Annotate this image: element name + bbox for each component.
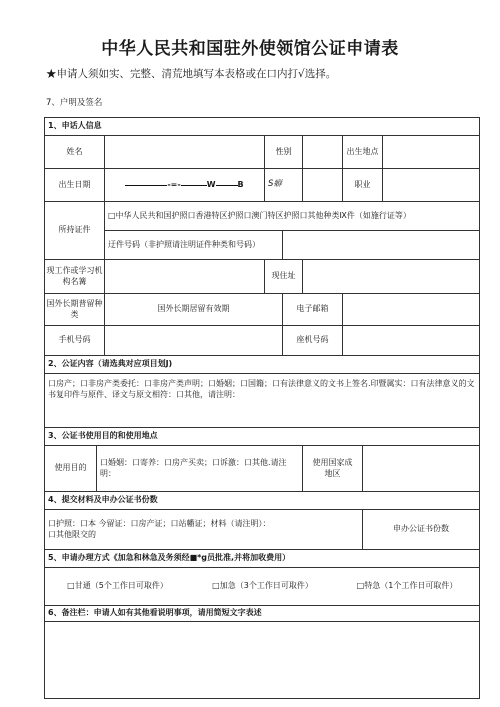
workplace-field[interactable] [105, 260, 265, 294]
residence-validity-label: 国外长期居留有效期 [105, 294, 283, 326]
cert-number-field[interactable] [283, 231, 479, 260]
section-1-header: 1、申话人信息 [45, 118, 479, 136]
landline-label: 座机号码 [283, 326, 343, 356]
section-3-header: 3、公证书使用目的和使用地点 [45, 428, 479, 446]
section-2-header: 2、公证内容（请选典对应项目划J) [45, 356, 479, 374]
name-field[interactable] [105, 136, 265, 169]
country-field[interactable] [363, 446, 479, 492]
birthdate-day-mark: B [237, 179, 244, 189]
birthdate-field[interactable] [105, 169, 265, 202]
occupation-field[interactable] [383, 169, 479, 202]
birthdate-label: 出生日期 [45, 169, 105, 202]
residence-type-label: 国外长期普留种类 [45, 294, 105, 326]
country-label: 使用国家成地区 [303, 446, 363, 492]
cert-number-label: 迂件号码（非护照请注明证件种类和号码） [105, 231, 283, 260]
gender-field[interactable] [303, 136, 343, 169]
address-field[interactable] [303, 260, 479, 294]
mobile-label: 手机号码 [45, 326, 105, 356]
birthdate-month-blank [181, 185, 207, 186]
cert-types-options[interactable]: □中华人民共和国护照口香港特区护照口澳门特区护照口其他种类Ⅸ件（如施行证等） [105, 202, 479, 231]
purpose-options[interactable]: 口婚姻：口寄养：口房产买卖；口诉激：口其他.请注明： [97, 446, 303, 492]
form-title: 中华人民共和国驻外使领馆公证申请表 [101, 39, 399, 59]
normal-option[interactable]: □甘通（5个工作日可取件） [45, 568, 190, 606]
birthplace-label: 出生地点 [343, 136, 383, 169]
sx-label: S癖 [265, 169, 303, 202]
urgent-option[interactable]: □加急（3个工作日可取件） [190, 568, 335, 606]
name-label: 姓名 [45, 136, 105, 169]
birthdate-separator: -=- [167, 179, 181, 189]
email-label: 电子邮箱 [283, 294, 343, 326]
workplace-label: 现工作或学习机构名篝 [45, 260, 105, 294]
copies-label: 申办公证书份数 [363, 510, 479, 550]
cert-held-label: 所持证件 [45, 202, 105, 260]
email-field[interactable] [343, 294, 479, 326]
birthdate-year-blank [125, 185, 167, 186]
birthdate-month-mark: W [206, 179, 216, 189]
sx-field[interactable] [303, 169, 343, 202]
instruction-notice: ★申请人须如实、完整、清荒地填写本表格或在口内打√选择。 [46, 68, 337, 80]
purpose-label: 使用目的 [45, 446, 97, 492]
section-6-header: 6、备注栏：申请人如有其他看说明事项，请用简短文字表述 [45, 606, 479, 622]
mobile-field[interactable] [105, 326, 283, 356]
notary-content-options[interactable]: 口房产；口非房产类委托：口非房产类声明；口婚姻；口国籍；口有法律意义的文书上签名.印暨属实：口有法律意义的文书复印件与原件、译文与原文相符：口其他，请注明： [45, 374, 479, 428]
gender-label: 性别 [265, 136, 303, 169]
occupation-label: 职业 [343, 169, 383, 202]
address-label: 现住址 [265, 260, 303, 294]
materials-options[interactable]: 口护照：口本 今留证：口房产证；口站幡证；材料（请注明）：口其他限交的 [45, 510, 363, 550]
birthdate-day-blank [216, 185, 238, 186]
section-4-header: 4、提交材料及申办公证书份数 [45, 492, 479, 510]
section-7-label: 7、户明及签名 [46, 98, 103, 108]
birthplace-field[interactable] [383, 136, 479, 169]
section-5-header: 5、申请办理方式《加急和林急及务须经■*g员批准,并将加收费用） [45, 550, 479, 568]
remarks-field[interactable] [45, 622, 479, 698]
landline-field[interactable] [343, 326, 479, 356]
application-form [44, 117, 480, 699]
express-option[interactable]: □特急（1个工作日可取件） [335, 568, 479, 606]
